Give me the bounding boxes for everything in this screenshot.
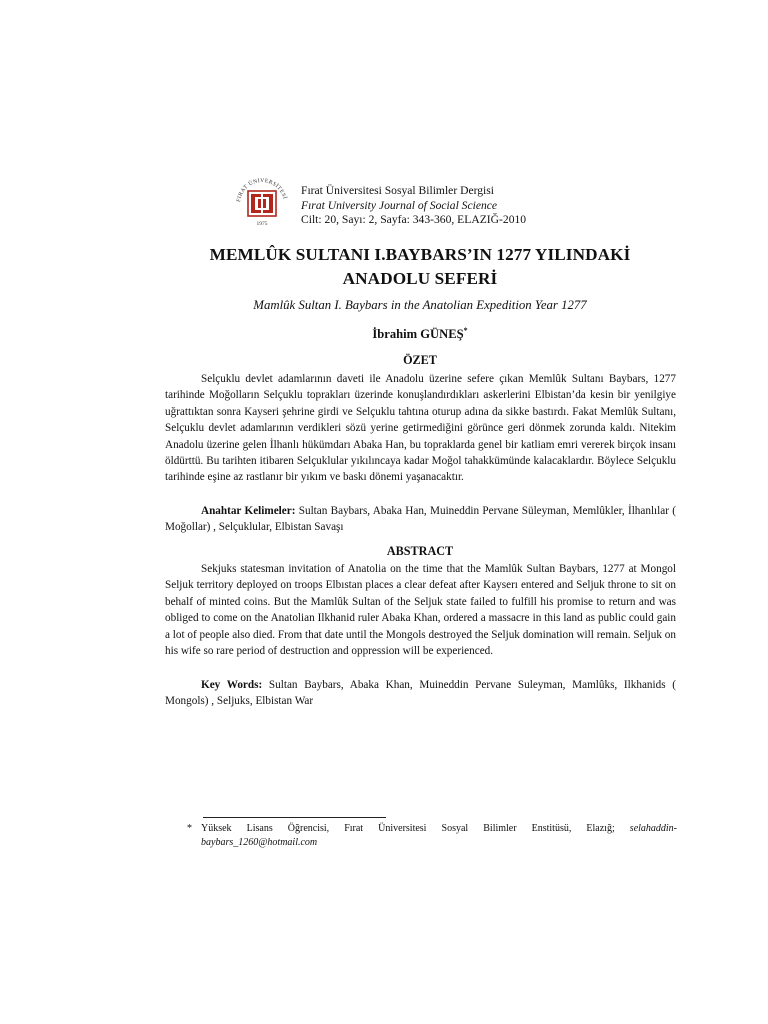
university-logo-icon (232, 178, 292, 228)
article-subtitle: Mamlûk Sultan I. Baybars in the Anatolian Expedition Year 1277 (253, 298, 587, 312)
journal-name-en: Fırat University Journal of Social Science (301, 198, 498, 212)
article-title-line-2: ANADOLU SEFERİ (342, 269, 498, 288)
journal-name-tr: Fırat Üniversitesi Sosyal Bilimler Dergisi (301, 184, 495, 197)
ozet-keywords-label: Anahtar Kelimeler: (201, 505, 296, 517)
footnote (187, 822, 677, 849)
author-footnote-mark: * (463, 326, 468, 335)
abstract-keywords-label: Key Words: (201, 679, 263, 691)
ozet-body (165, 371, 676, 486)
abstract-keywords (165, 677, 676, 710)
journal-citation: Cilt: 20, Sayı: 2, Sayfa: 343-360, ELAZIĞ-2010 (301, 213, 527, 226)
ozet-heading: ÖZET (403, 353, 437, 367)
journal-header (232, 178, 572, 228)
logo-ring-text: FIRAT ÜNİVERSİTESİ (236, 178, 288, 203)
abstract-heading: ABSTRACT (386, 544, 454, 558)
abstract-keywords-text: Sultan Baybars, Abaka Khan, Muineddin Pervane Suleyman, Mamlûks, Ilkhanids ( Mongols) , Seljuks, Elbistan War (165, 679, 676, 708)
footnote-email[interactable]: selahaddin-baybars_1260@hotmail.com (201, 823, 678, 848)
footnote-text: Yüksek Lisans Öğrencisi, Fırat Üniversitesi Sosyal Bilimler Enstitüsü, Elazığ; (201, 823, 615, 834)
abstract-text: Sekjuks statesman invitation of Anatolia on the time that the Mamlûk Sultan Baybars, 1277 at Mongol Seljuk territory deployed on troops Elbıstan places a clear defeat after Kayserı entered and Seljuk throne to sit on behalf of minted coins. But the Mamlûk Sultan of the Seljuk state failed to fulfill his promise to return and was obliged to come on the Anatolian Ilkhanid ruler Abaka Khan, ordered a massacre in this land as public could gain a lot of people also died. From that date until the Mongols destroyed the Seljuk domination will remain. Seljuk on his wife so rare period of destruction and oppression will be experienced. (165, 563, 676, 658)
ozet-text: Selçuklu devlet adamlarının daveti ile Anadolu üzerine sefere çıkan Memlûk Sultanı Baybars, 1277 tarihinde Moğolların Selçuklu toprakları üzerinde konuşlandırdıkları askerlerini Elbistan’da kesin bir yenilgiye uğrattıktan sonra Kayseri şehrine girdi ve Selçuklu tahtına oturup adına da sikke bastırdı. Fakat Memlûk Sultanı, Selçuklu devlet adamlarının verdikleri sözü yerine getirmediğini görünce geri dönmek zorunda kaldı. Nitekim Anadolu üzerine gelen İlhanlı hükümdarı Abaka Han, bu topraklarda genel bir katliam emri vererek birçok insanı öldürttü. Bu tarihten itibaren Selçuklular yıkılıncaya kadar Moğol tahakkümünde kalacaklardır. Böylece Selçuklu tarihinde eşine az rastlanır bir yıkım ve baskı dönemi yaşanacaktır. (165, 373, 676, 484)
logo-year: 1975 (256, 221, 268, 227)
footnote-mark: * (187, 823, 192, 834)
ozet-keywords-text: Sultan Baybars, Abaka Han, Muineddin Pervane Süleyman, Memlûkler, İlhanlılar ( Moğollar) , Selçuklular, Elbistan Savaşı (165, 505, 676, 534)
article-title-line-1: MEMLÛK SULTANI I.BAYBARS’IN 1277 YILINDAKİ (209, 245, 631, 264)
journal-info (301, 184, 526, 228)
ozet-keywords (165, 503, 676, 536)
abstract-body (165, 561, 676, 659)
author-name: İbrahim GÜNEŞ (372, 327, 464, 341)
author (160, 326, 680, 342)
footnote-divider (203, 817, 386, 818)
